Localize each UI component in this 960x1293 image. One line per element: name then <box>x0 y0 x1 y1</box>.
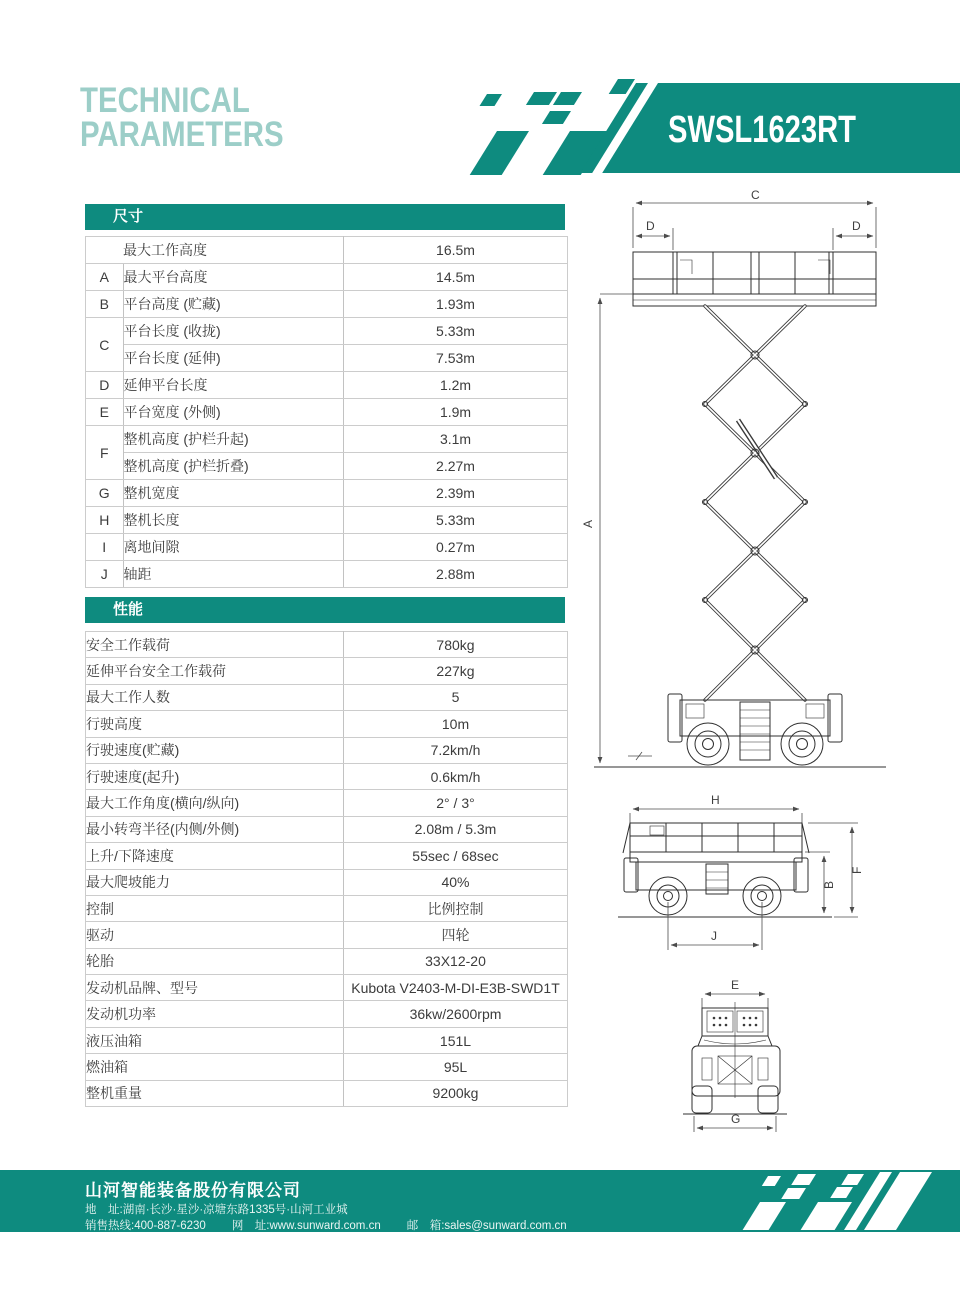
dim-value: 2.27m <box>344 453 568 480</box>
perf-label: 整机重量 <box>86 1080 344 1106</box>
dim-label: 平台宽度 (外侧) <box>123 399 344 426</box>
footer-address: 地 址:湖南·长沙·星沙·凉塘东路1335号·山河工业城 <box>85 1204 348 1216</box>
table-row <box>86 816 568 842</box>
dim-value: 16.5m <box>344 237 568 264</box>
table-row <box>86 790 568 816</box>
table-row <box>86 922 568 948</box>
table-row <box>86 264 568 291</box>
table-row <box>86 534 568 561</box>
table-row <box>86 737 568 763</box>
performance-section-header: 性能 <box>85 597 565 623</box>
model-number: SWSL1623RT <box>668 109 856 151</box>
dim-letter: I <box>86 534 124 561</box>
dim-label-c: C <box>751 190 760 202</box>
perf-label: 发动机品牌、型号 <box>86 975 344 1001</box>
dim-label: 最大平台高度 <box>123 264 344 291</box>
table-row <box>86 658 568 684</box>
technical-drawings <box>580 190 960 1150</box>
dim-label: 整机高度 (护栏折叠) <box>123 453 344 480</box>
table-row <box>86 237 568 264</box>
perf-label: 控制 <box>86 895 344 921</box>
dim-label-d-left: D <box>646 219 655 233</box>
perf-value: 780kg <box>344 632 568 658</box>
table-row <box>86 1080 568 1106</box>
perf-label: 燃油箱 <box>86 1054 344 1080</box>
table-row <box>86 948 568 974</box>
table-row <box>86 480 568 507</box>
table-row <box>86 763 568 789</box>
perf-label: 液压油箱 <box>86 1027 344 1053</box>
dim-label: 离地间隙 <box>123 534 344 561</box>
perf-label: 行驶速度(起升) <box>86 763 344 789</box>
perf-label: 延伸平台安全工作载荷 <box>86 658 344 684</box>
dim-letter: G <box>86 480 124 507</box>
footer-website: 网 址:www.sunward.com.cn <box>231 1220 381 1232</box>
dim-letter: C <box>86 318 124 372</box>
dim-letter <box>86 237 124 264</box>
perf-label: 最小转弯半径(内侧/外侧) <box>86 816 344 842</box>
dim-label: 整机长度 <box>123 507 344 534</box>
dim-letter: B <box>86 291 124 318</box>
perf-value: 40% <box>344 869 568 895</box>
dimensions-table <box>85 236 568 588</box>
table-row <box>86 453 568 480</box>
dim-letter: A <box>86 264 124 291</box>
table-row <box>86 684 568 710</box>
dim-value: 5.33m <box>344 318 568 345</box>
perf-label: 发动机功率 <box>86 1001 344 1027</box>
perf-value: 95L <box>344 1054 568 1080</box>
dim-label-e: E <box>731 978 740 992</box>
dim-value: 0.27m <box>344 534 568 561</box>
dim-letter: J <box>86 561 124 588</box>
model-banner <box>440 75 960 175</box>
performance-table <box>85 631 568 1107</box>
perf-label: 最大爬坡能力 <box>86 869 344 895</box>
perf-label: 轮胎 <box>86 948 344 974</box>
dim-label: 最大工作高度 <box>123 237 344 264</box>
dim-value: 14.5m <box>344 264 568 291</box>
page-title-line2: PARAMETERS <box>80 115 284 154</box>
table-row <box>86 561 568 588</box>
footer-hotline: 销售热线:400-887-6230 <box>85 1220 206 1232</box>
dim-letter: H <box>86 507 124 534</box>
dim-label-f: F <box>850 866 864 874</box>
perf-value: Kubota V2403-M-DI-E3B-SWD1T <box>344 975 568 1001</box>
table-row <box>86 843 568 869</box>
perf-label: 驱动 <box>86 922 344 948</box>
table-row <box>86 372 568 399</box>
dim-label: 延伸平台长度 <box>123 372 344 399</box>
perf-label: 行驶速度(贮藏) <box>86 737 344 763</box>
dim-value: 1.93m <box>344 291 568 318</box>
dim-label: 轴距 <box>123 561 344 588</box>
dim-label-d-right: D <box>852 219 861 233</box>
table-row <box>86 399 568 426</box>
perf-label: 行驶高度 <box>86 711 344 737</box>
perf-value: 36kw/2600rpm <box>344 1001 568 1027</box>
perf-value: 比例控制 <box>344 895 568 921</box>
drawing-stowed-side-view <box>618 793 864 950</box>
dim-value: 3.1m <box>344 426 568 453</box>
table-row <box>86 975 568 1001</box>
dim-letter: F <box>86 426 124 480</box>
table-row <box>86 869 568 895</box>
table-row <box>86 1027 568 1053</box>
dim-label: 平台长度 (收拢) <box>123 318 344 345</box>
dim-value: 1.2m <box>344 372 568 399</box>
drawing-elevated-view <box>581 190 886 767</box>
dim-label: 整机宽度 <box>123 480 344 507</box>
perf-value: 9200kg <box>344 1080 568 1106</box>
perf-label: 安全工作载荷 <box>86 632 344 658</box>
dim-value: 7.53m <box>344 345 568 372</box>
perf-value: 四轮 <box>344 922 568 948</box>
footer-company-name: 山河智能装备股份有限公司 <box>85 1181 301 1200</box>
table-row <box>86 507 568 534</box>
perf-value: 10m <box>344 711 568 737</box>
drawing-front-view <box>683 978 787 1132</box>
perf-label: 最大工作角度(横向/纵向) <box>86 790 344 816</box>
page-title <box>80 81 284 154</box>
dim-label-b: B <box>822 880 836 889</box>
perf-value: 2.08m / 5.3m <box>344 816 568 842</box>
scissor-arms <box>703 306 808 700</box>
perf-label: 最大工作人数 <box>86 684 344 710</box>
perf-value: 151L <box>344 1027 568 1053</box>
perf-label: 上升/下降速度 <box>86 843 344 869</box>
dim-label-a: A <box>581 519 595 528</box>
dim-value: 2.88m <box>344 561 568 588</box>
page-title-line1: TECHNICAL <box>80 81 250 120</box>
dim-label: 平台长度 (延伸) <box>123 345 344 372</box>
table-row <box>86 632 568 658</box>
dim-value: 1.9m <box>344 399 568 426</box>
table-row <box>86 291 568 318</box>
dim-value: 2.39m <box>344 480 568 507</box>
footer-email: 邮 箱:sales@sunward.com.cn <box>406 1220 567 1232</box>
perf-value: 2° / 3° <box>344 790 568 816</box>
dim-letter: D <box>86 372 124 399</box>
dim-label: 整机高度 (护栏升起) <box>123 426 344 453</box>
table-row <box>86 318 568 345</box>
table-row <box>86 1001 568 1027</box>
table-row <box>86 711 568 737</box>
table-row <box>86 426 568 453</box>
perf-value: 0.6km/h <box>344 763 568 789</box>
footer-contacts <box>85 1217 593 1233</box>
perf-value: 227kg <box>344 658 568 684</box>
table-row <box>86 345 568 372</box>
table-row <box>86 895 568 921</box>
dim-value: 5.33m <box>344 507 568 534</box>
footer-flag-motif-icon <box>720 1170 960 1232</box>
perf-value: 5 <box>344 684 568 710</box>
dim-label-j: J <box>711 929 717 943</box>
perf-value: 7.2km/h <box>344 737 568 763</box>
dim-label: 平台高度 (贮藏) <box>123 291 344 318</box>
table-row <box>86 1054 568 1080</box>
perf-value: 33X12-20 <box>344 948 568 974</box>
dim-label-g: G <box>731 1112 741 1126</box>
dimensions-section-header: 尺寸 <box>85 204 565 230</box>
perf-value: 55sec / 68sec <box>344 843 568 869</box>
dim-letter: E <box>86 399 124 426</box>
dim-label-h: H <box>711 793 720 807</box>
